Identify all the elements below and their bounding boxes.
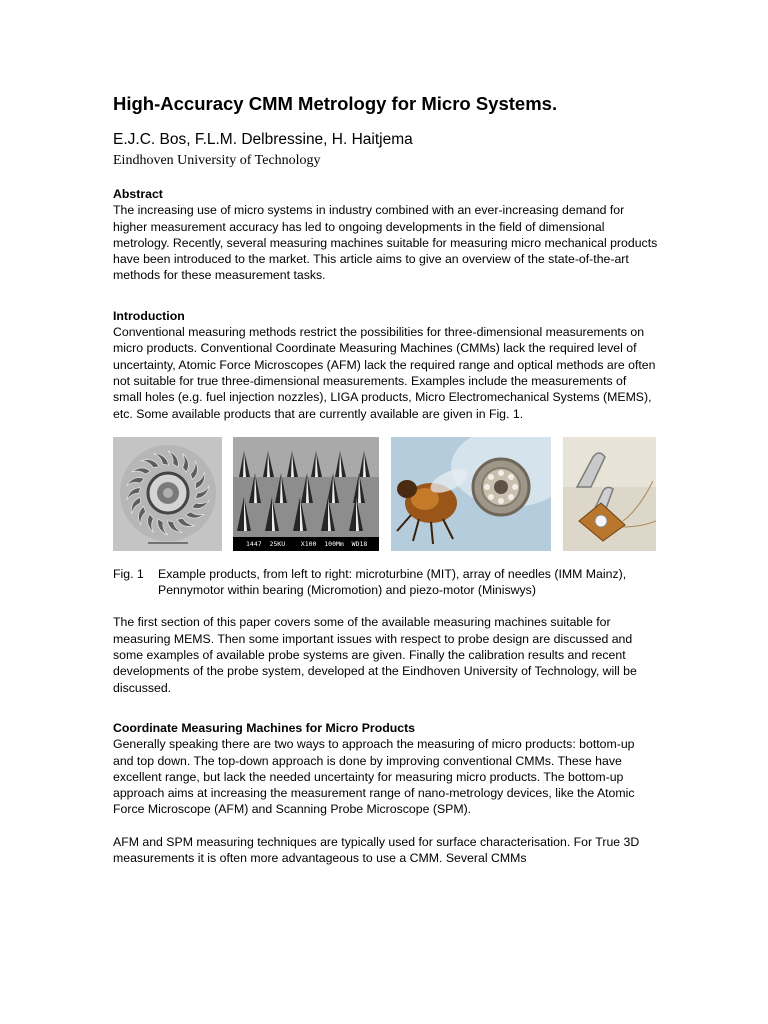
figure-caption-text: Example products, from left to right: microturbine (MIT), array of needles (IMM Mainz), Pennymotor within bearing (Micromotion) and piezo-motor (Miniswys) [158, 566, 627, 598]
abstract-text: The increasing use of micro systems in industry combined with an ever-increasing demand for higher measurement accuracy has led to ongoing developments in the field of dimensional metrology. Recently, several measuring machines suitable for measuring micro mechanical products have been introduced to the market. This article aims to give an overview of the state-of-the-art methods for these measurement tasks. [113, 203, 658, 283]
cmm-section [113, 720, 658, 818]
cmm-text: Generally speaking there are two ways to approach the measuring of micro products: bottom-up and top down. The top-down approach is done by improving conventional CMMs. These have excellent range, but lack the needed uncertainty for measuring micro products. The bottom-up approach aims at increasing the measurement range of nano-metrology devices, like the Atomic Force Microscope (AFM) and Scanning Probe Microscope (SPM). [113, 737, 635, 817]
needle-array-sem [233, 437, 379, 551]
microturbine-photo [113, 437, 222, 551]
paper-title: High-Accuracy CMM Metrology for Micro Systems. [113, 93, 558, 114]
bee-bearing-photo [391, 437, 551, 551]
abstract-heading: Abstract [113, 187, 163, 201]
figure-1-images [113, 437, 658, 551]
authors: E.J.C. Bos, F.L.M. Delbressine, H. Haitjema [113, 131, 413, 148]
abstract-section [113, 186, 658, 284]
piezo-motor-photo [563, 437, 656, 551]
paper-page [113, 92, 658, 866]
figure-1-caption [113, 566, 658, 599]
introduction-section [113, 308, 658, 422]
cmm-heading: Coordinate Measuring Machines for Micro Products [113, 720, 416, 735]
overview-paragraph: The first section of this paper covers some of the available measuring machines suitable for measuring MEMS. Then some important issues with respect to probe design are discussed and some examples of available probe systems are given. Finally the calibration results and recent developments of the probe system, developed at the Eindhoven University of Technology, will be discussed. [113, 615, 637, 695]
afm-spm-paragraph: AFM and SPM measuring techniques are typically used for surface characterisation. For True 3D measurements it is often more advantageous to use a CMM. Several CMMs [113, 834, 640, 866]
introduction-heading: Introduction [113, 308, 185, 323]
sem-info-bar: 1447 25KU X100 100Mm WD18 [246, 539, 368, 548]
affiliation: Eindhoven University of Technology [113, 153, 321, 168]
figure-label: Fig. 1 [113, 566, 144, 581]
introduction-text: Conventional measuring methods restrict the possibilities for three-dimensional measurements on micro products. Conventional Coordinate Measuring Machines (CMMs) lack the required level of uncertainty, Atomic Force Microscopes (AFM) lack the required range and optical methods are often not suitable for true three-dimensional measurements. Examples include the measurements of small holes (e.g. fuel injection nozzles), LIGA products, Micro Electromechanical Systems (MEMS), etc. Some available products that are currently available are given in Fig. 1. [113, 325, 656, 421]
